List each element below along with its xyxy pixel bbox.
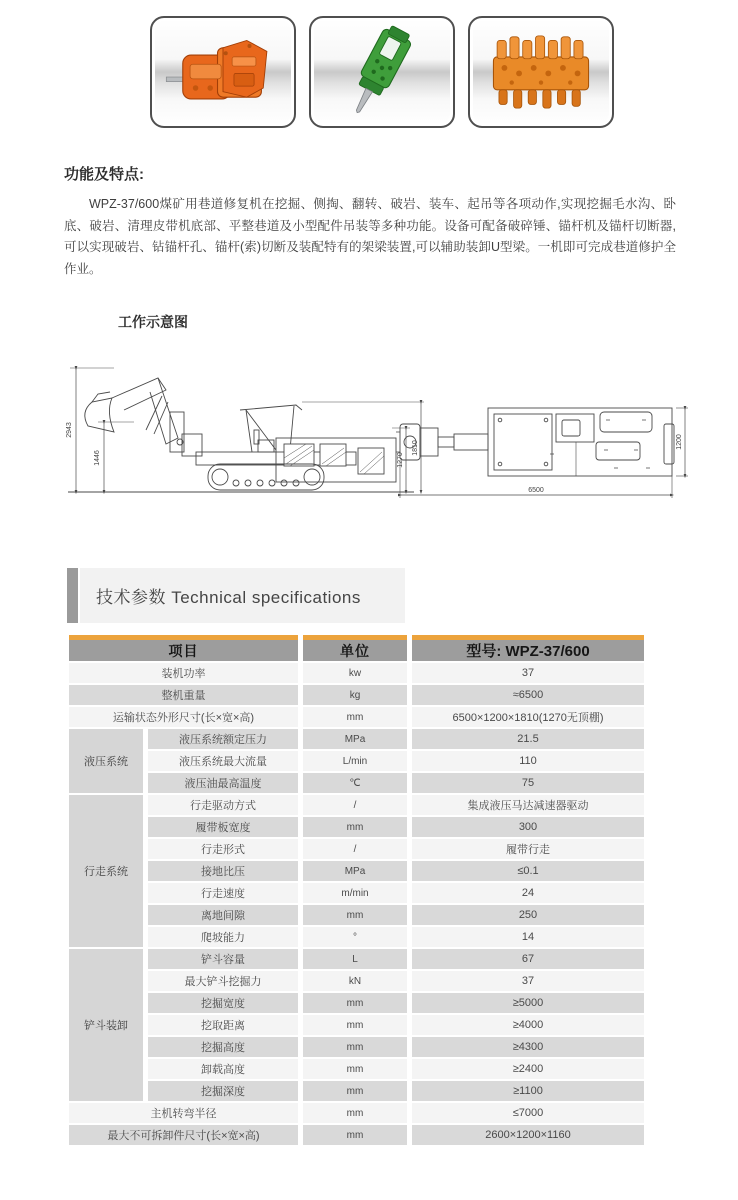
spec-table-row	[69, 949, 644, 969]
item-cell: 挖掘宽度	[148, 993, 298, 1013]
spec-table-row	[69, 729, 644, 749]
value-cell: 集成液压马达减速器驱动	[412, 795, 644, 815]
product-photo-strip	[150, 16, 614, 128]
group-cell: 铲斗装卸	[69, 949, 143, 1101]
unit-cell: mm	[303, 993, 407, 1013]
value-cell: ≥1100	[412, 1081, 644, 1101]
spec-table-row	[69, 751, 644, 771]
unit-cell: MPa	[303, 729, 407, 749]
unit-cell: mm	[303, 1015, 407, 1035]
dim-1810: 1810	[412, 440, 419, 456]
item-cell: 最大不可拆卸件尺寸(长×宽×高)	[69, 1125, 298, 1145]
features-paragraph: WPZ-37/600煤矿用巷道修复机在挖掘、侧掏、翻转、破岩、装车、起吊等各项动作,实现挖掘毛水沟、卧底、破岩、清理皮带机底部、平整巷道及小型配件吊装等多种功能。设备可配备破碎锤、锚杆机及锚杆切断器,可以实现破岩、钻锚杆孔、锚杆(索)切断及装配特有的架梁装置,可以辅助装卸U型梁。一机即可完成巷道修护全作业。	[64, 197, 676, 276]
unit-cell: mm	[303, 1081, 407, 1101]
unit-cell: °	[303, 927, 407, 947]
spec-table-row	[69, 795, 644, 815]
unit-cell: mm	[303, 905, 407, 925]
item-cell: 最大铲斗挖掘力	[148, 971, 298, 991]
dim-1446: 1446	[94, 450, 101, 466]
value-cell: 21.5	[412, 729, 644, 749]
spec-table-row	[69, 707, 644, 727]
unit-cell: mm	[303, 817, 407, 837]
value-cell: 110	[412, 751, 644, 771]
value-cell: ≤0.1	[412, 861, 644, 881]
dim-2943: 2943	[66, 422, 73, 438]
unit-cell: kg	[303, 685, 407, 705]
value-cell: 24	[412, 883, 644, 903]
header-unit: 单位	[303, 635, 407, 661]
value-cell: ≤7000	[412, 1103, 644, 1123]
spec-table-row	[69, 971, 644, 991]
item-cell: 装机功率	[69, 663, 298, 683]
item-cell: 行走驱动方式	[148, 795, 298, 815]
features-title: 功能及特点:	[64, 166, 144, 183]
value-cell: 14	[412, 927, 644, 947]
unit-cell: mm	[303, 1059, 407, 1079]
unit-cell: L	[303, 949, 407, 969]
value-cell: 300	[412, 817, 644, 837]
value-cell: ≥2400	[412, 1059, 644, 1079]
item-cell: 液压系统最大流量	[148, 751, 298, 771]
item-cell: 卸载高度	[148, 1059, 298, 1079]
spec-table-row	[69, 1081, 644, 1101]
item-cell: 爬坡能力	[148, 927, 298, 947]
spec-table-row	[69, 1103, 644, 1123]
working-diagrams	[0, 350, 738, 520]
header-item: 项目	[69, 635, 298, 661]
spec-table-row	[69, 839, 644, 859]
item-cell: 接地比压	[148, 861, 298, 881]
spec-table-row	[69, 1015, 644, 1035]
item-cell: 液压系统额定压力	[148, 729, 298, 749]
item-cell: 整机重量	[69, 685, 298, 705]
unit-cell: kw	[303, 663, 407, 683]
unit-cell: ℃	[303, 773, 407, 793]
machine-side-view-drawing	[62, 350, 426, 506]
unit-cell: kN	[303, 971, 407, 991]
spec-table-row	[69, 663, 644, 683]
unit-cell: mm	[303, 707, 407, 727]
value-cell: 250	[412, 905, 644, 925]
unit-cell: mm	[303, 1037, 407, 1057]
item-cell: 液压油最高温度	[148, 773, 298, 793]
value-cell: 67	[412, 949, 644, 969]
value-cell: 37	[412, 971, 644, 991]
header-model: 型号: WPZ-37/600	[412, 635, 644, 661]
unit-cell: MPa	[303, 861, 407, 881]
item-cell: 挖取距离	[148, 1015, 298, 1035]
value-cell: ≈6500	[412, 685, 644, 705]
spec-table-row	[69, 883, 644, 903]
value-cell: 2600×1200×1160	[412, 1125, 644, 1145]
unit-cell: /	[303, 839, 407, 859]
value-cell: 履带行走	[412, 839, 644, 859]
unit-cell: mm	[303, 1125, 407, 1145]
section-title: 技术参数 Technical specifications	[80, 568, 405, 623]
section-accent-bar	[67, 568, 78, 623]
machine-top-view-drawing	[396, 398, 692, 508]
item-cell: 行走速度	[148, 883, 298, 903]
product-photo-hydraulic-pump	[150, 16, 296, 128]
product-photo-hydraulic-breaker	[309, 16, 455, 128]
spec-table	[64, 633, 649, 1147]
value-cell: ≥4000	[412, 1015, 644, 1035]
spec-table-row	[69, 1059, 644, 1079]
spec-table-row	[69, 1037, 644, 1057]
spec-table-row	[69, 993, 644, 1013]
item-cell: 主机转弯半径	[69, 1103, 298, 1123]
value-cell: 75	[412, 773, 644, 793]
spec-table-row	[69, 1125, 644, 1145]
spec-table-row	[69, 773, 644, 793]
item-cell: 挖掘深度	[148, 1081, 298, 1101]
dim-6500: 6500	[528, 487, 544, 494]
spec-table-row	[69, 927, 644, 947]
hydraulic-breaker-image	[318, 24, 446, 120]
value-cell: ≥5000	[412, 993, 644, 1013]
item-cell: 挖掘高度	[148, 1037, 298, 1057]
item-cell: 铲斗容量	[148, 949, 298, 969]
spec-table-row	[69, 817, 644, 837]
spec-table-row	[69, 861, 644, 881]
unit-cell: /	[303, 795, 407, 815]
unit-cell: mm	[303, 1103, 407, 1123]
working-diagram-title: 工作示意图	[118, 314, 188, 330]
spec-table-row	[69, 685, 644, 705]
value-cell: 6500×1200×1810(1270无顶棚)	[412, 707, 644, 727]
spec-table-body	[69, 663, 644, 1145]
value-cell: ≥4300	[412, 1037, 644, 1057]
item-cell: 履带板宽度	[148, 817, 298, 837]
item-cell: 行走形式	[148, 839, 298, 859]
unit-cell: L/min	[303, 751, 407, 771]
unit-cell: m/min	[303, 883, 407, 903]
hydraulic-pump-image	[159, 24, 287, 120]
group-cell: 液压系统	[69, 729, 143, 793]
item-cell: 运输状态外形尺寸(长×宽×高)	[69, 707, 298, 727]
dim-1270: 1270	[397, 452, 404, 468]
multiway-valve-image	[477, 24, 605, 120]
product-photo-multiway-valve	[468, 16, 614, 128]
value-cell: 37	[412, 663, 644, 683]
item-cell: 离地间隙	[148, 905, 298, 925]
dim-1200: 1200	[676, 434, 683, 450]
spec-table-row	[69, 905, 644, 925]
spec-table-header-row	[69, 635, 644, 661]
tech-specs-section-header	[67, 568, 405, 623]
group-cell: 行走系统	[69, 795, 143, 947]
